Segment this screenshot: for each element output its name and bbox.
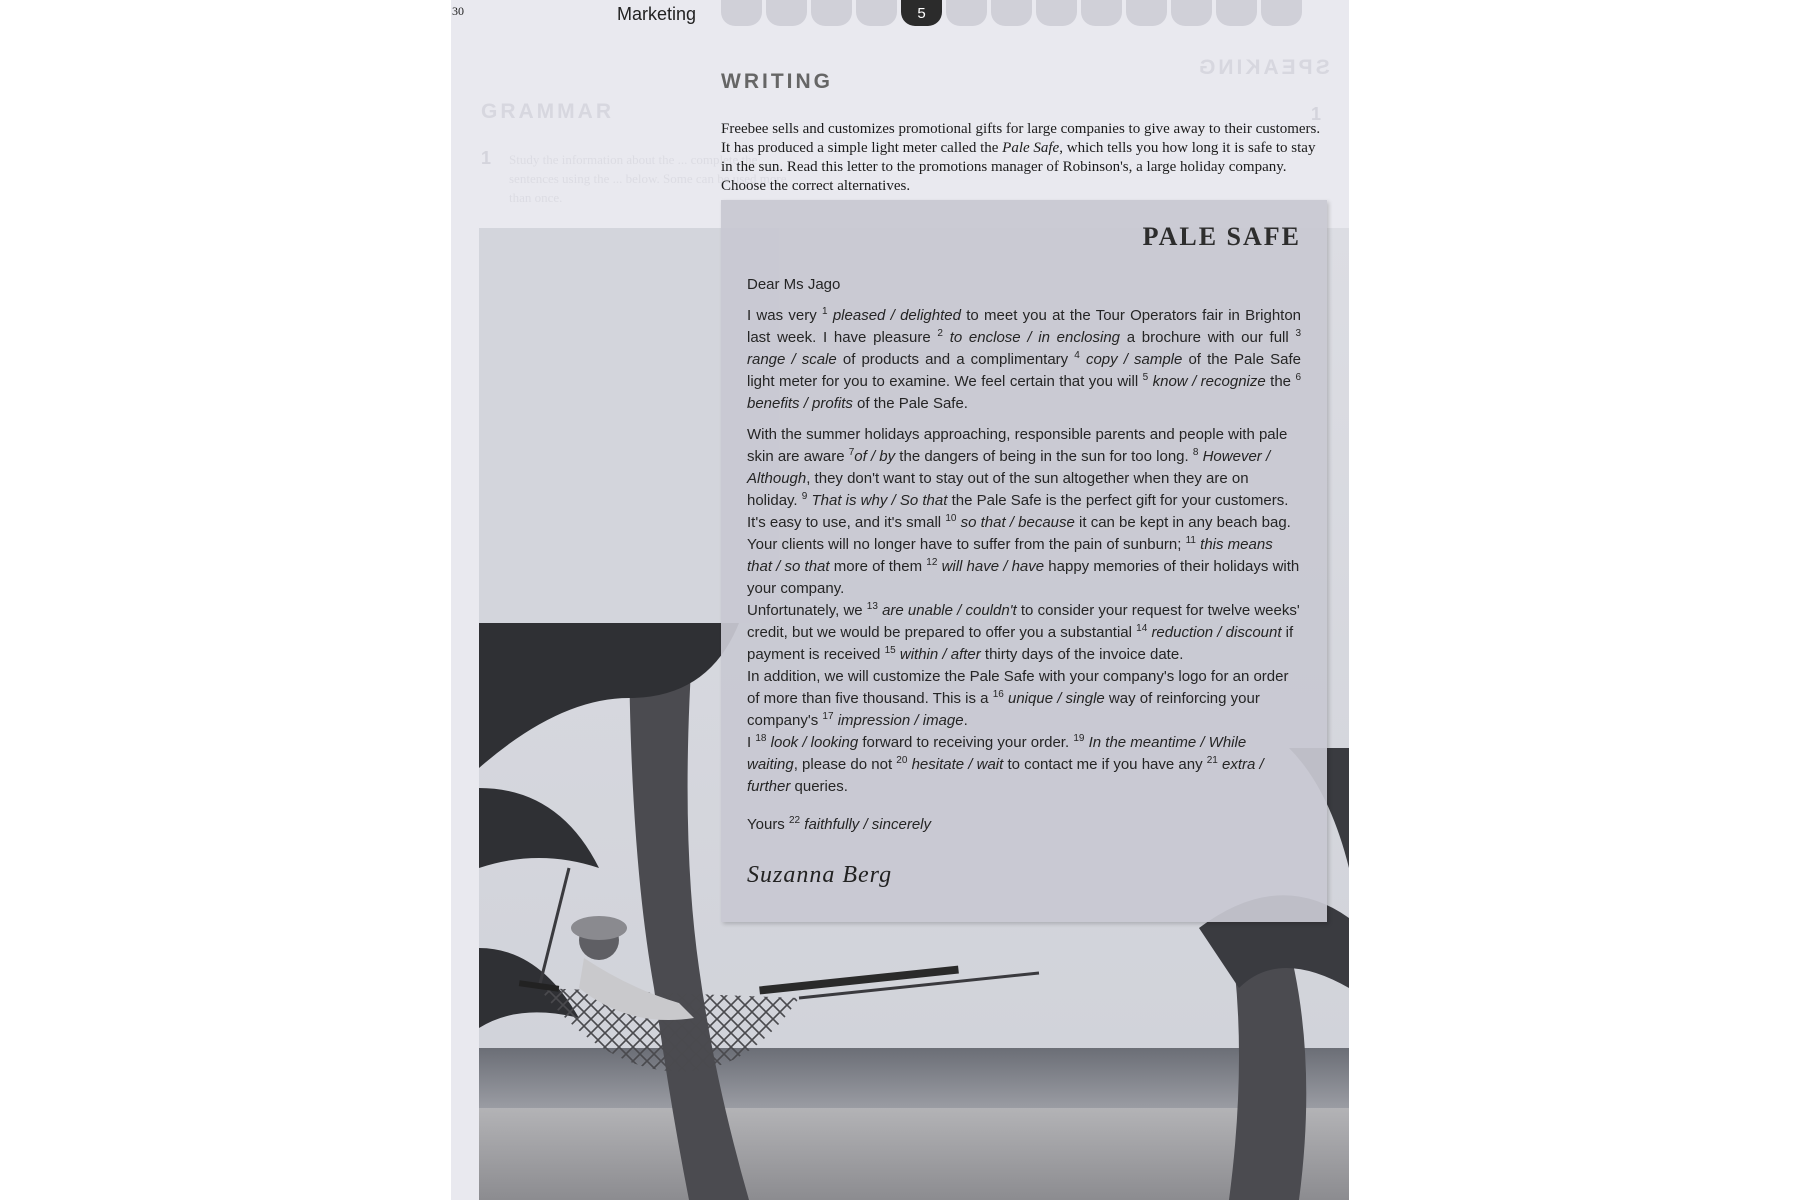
letter-text: of the Pale Safe. [852, 395, 968, 412]
choice-1[interactable]: pleased / delighted [832, 307, 961, 324]
intro-text: Freebee sells and customizes promotional gifts for large companies to give away to their customers. It has produced a simple light meter called the [721, 121, 1321, 156]
letter-panel [721, 200, 1327, 922]
photo-sea [479, 1048, 1349, 1108]
letter-paragraph-5: I $^{18}$ look / looking forward to receiving your order. $^{19}$ In the meantime / While waiting, please do not $^{20}$ hesitate / wait to contact me if you have any $^{21}$ extra / further queries. [747, 733, 1264, 795]
letter-paragraph-1: I was very $^1$ pleased / delighted to meet you at the Tour Operators fair in Brighton last week. I have pleasure $^2$ to enclose / in enclosing a brochure with our full $^3$ range / scale of products and a complimentary $^4$ copy / sample of the Pale Safe light meter for you to examine. We feel certain that you will $^5$ know / recognize the $^6$ benefits / profits of the Pale Safe. [747, 306, 1302, 412]
photo-sand [479, 1108, 1349, 1200]
unit-tab [811, 0, 852, 26]
letter-text: to meet you at the Tour Operators fair in Brighton last week. I have pleasure [747, 307, 1302, 346]
choice-9[interactable]: That is why / So that [811, 492, 948, 509]
unit-tab [1216, 0, 1257, 26]
unit-tabs [721, 0, 1349, 26]
letter-text: to consider your request for twelve weeks' credit, but we would be prepared to offer you a substantial [747, 602, 1300, 641]
choice-15[interactable]: within / after [899, 646, 981, 663]
letter-paragraph-3: Unfortunately, we $^{13}$ are unable / couldn't to consider your request for twelve weeks' credit, but we would be prepared to offer you a substantial $^{14}$ reduction / discount if payment is received $^{15}$ within / after thirty days of the invoice date. [747, 601, 1300, 663]
letter-text: to contact me if you have any [1003, 756, 1207, 773]
choice-8[interactable]: However / Although [747, 448, 1271, 487]
unit-tab [856, 0, 897, 26]
choice-2[interactable]: to enclose / in enclosing [949, 329, 1121, 346]
choice-16[interactable]: unique / single [1008, 690, 1105, 707]
choice-10[interactable]: so that / because [960, 514, 1075, 531]
intro-text: , which tells you how long it is safe to stay in the sun. Read this letter to the promotions manager of Robinson's, a large holiday company. Choose the correct alternatives. [721, 140, 1316, 194]
choice-20[interactable]: hesitate / wait [911, 756, 1004, 773]
letter-closing: Yours $^{22}$ faithfully / sincerely [747, 815, 931, 833]
letter-text: the dangers of being in the sun for too long. [895, 448, 1193, 465]
letter-text: a brochure with our full [1120, 329, 1296, 346]
letter-text: way of reinforcing your company's [747, 690, 1260, 729]
choice-17[interactable]: impression / image [837, 712, 964, 729]
unit-tab [721, 0, 762, 26]
handwritten-signature: Suzanna Berg [747, 862, 893, 888]
letter-paragraph-2: With the summer holidays approaching, responsible parents and people with pale skin are aware $^7$of / by the dangers of being in the sun for too long. $^8$ However / Although, they don't want to stay out of the sun altogether when they are on holiday. $^9$ That is why / So that the Pale Safe is the perfect gift for your customers. It's easy to use, and it's small $^{10}$ so that / because it can be kept in any beach bag. Your clients will no longer have to suffer from the pain of sunburn; $^{11}$ this means that / so that more of them $^{12}$ will have / have happy memories of their holidays with your company. [747, 426, 1300, 597]
choice-4[interactable]: copy / sample [1085, 351, 1183, 368]
unit-tab [1171, 0, 1212, 26]
unit-tab [1081, 0, 1122, 26]
letter-text: more of them [829, 558, 927, 575]
letter-text: happy memories of their holidays with your company. [747, 558, 1300, 597]
unit-tab [991, 0, 1032, 26]
letter-text: Unfortunately, we [747, 602, 867, 619]
ghost-exercise-number: 1 [1311, 104, 1322, 124]
unit-number: 5 [917, 5, 926, 22]
unit-tab [1036, 0, 1077, 26]
letter-text: thirty days of the invoice date. [980, 646, 1184, 663]
choice-22[interactable]: faithfully / sincerely [804, 816, 931, 833]
textbook-page [451, 0, 1349, 1200]
letter-text: of the Pale Safe light meter for you to examine. We feel certain that you will [747, 351, 1301, 390]
pale-safe-logo: PALE SAFE [1142, 222, 1301, 251]
choice-6[interactable]: benefits / profits [747, 395, 853, 412]
intro-product-name: Pale Safe [1002, 140, 1060, 156]
letter-text: forward to receiving your order. [858, 734, 1074, 751]
letter-text: Yours [747, 816, 789, 833]
ghost-heading-speaking: SPEAKING [1196, 56, 1330, 79]
choice-21[interactable]: extra / further [747, 756, 1264, 795]
section-title: WRITING [721, 70, 833, 94]
choice-12[interactable]: will have / have [941, 558, 1045, 575]
choice-13[interactable]: are unable / couldn't [882, 602, 1017, 619]
ghost-exercise-number: 1 [481, 148, 492, 168]
letter-text: With the summer holidays approaching, responsible parents and people with pale skin are aware [747, 426, 1288, 465]
letter-paragraph-4: In addition, we will customize the Pale Safe with your company's logo for an order of more than five thousand. This is a $^{16}$ unique / single way of reinforcing your company's $^{17}$ impression / image. [747, 668, 1289, 729]
unit-tab [1261, 0, 1302, 26]
letter-text: the [1265, 373, 1296, 390]
ghost-heading-grammar: GRAMMAR [481, 100, 614, 123]
unit-tab [946, 0, 987, 26]
running-head: Marketing [617, 4, 697, 24]
letter-text: I was very [747, 307, 822, 324]
letter-text: In addition, we will customize the Pale Safe with your company's logo for an order of more than five thousand. This is a [747, 668, 1289, 707]
person-hat [571, 916, 627, 940]
letter-text: it can be kept in any beach bag. Your clients will no longer have to suffer from the pain of sunburn; [747, 514, 1291, 553]
unit-tab-active [901, 0, 942, 26]
letter-text: , please do not [793, 756, 897, 773]
ghost-body-text: Study the information about the ... complete the sentences using the ... below. Some can be used more than once. [509, 152, 787, 205]
choice-3[interactable]: range / scale [747, 351, 837, 368]
letter-text: I [747, 734, 756, 751]
unit-tab [766, 0, 807, 26]
choice-11[interactable]: this means that / so that [747, 536, 1273, 575]
choice-18[interactable]: look / looking [770, 734, 859, 751]
exercise-instructions [721, 120, 1321, 196]
letter-text: , they don't want to stay out of the sun altogether when they are on holiday. [747, 470, 1249, 509]
letter-body [747, 274, 1301, 836]
choice-7[interactable]: of / by [854, 448, 896, 465]
page-number: 30 [452, 4, 464, 18]
choice-14[interactable]: reduction / discount [1151, 624, 1282, 641]
letter-text: if payment is received [747, 624, 1294, 663]
letter-text: of products and a complimentary [836, 351, 1075, 368]
choice-5[interactable]: know / recognize [1152, 373, 1266, 390]
letter-salutation: Dear Ms Jago [747, 276, 841, 293]
unit-tab [1126, 0, 1167, 26]
choice-19[interactable]: In the meantime / While waiting [747, 734, 1247, 773]
letter-text: . [963, 712, 968, 729]
letter-text: the Pale Safe is the perfect gift for your customers. It's easy to use, and it's small [747, 492, 1289, 531]
letter-text: queries. [790, 778, 848, 795]
